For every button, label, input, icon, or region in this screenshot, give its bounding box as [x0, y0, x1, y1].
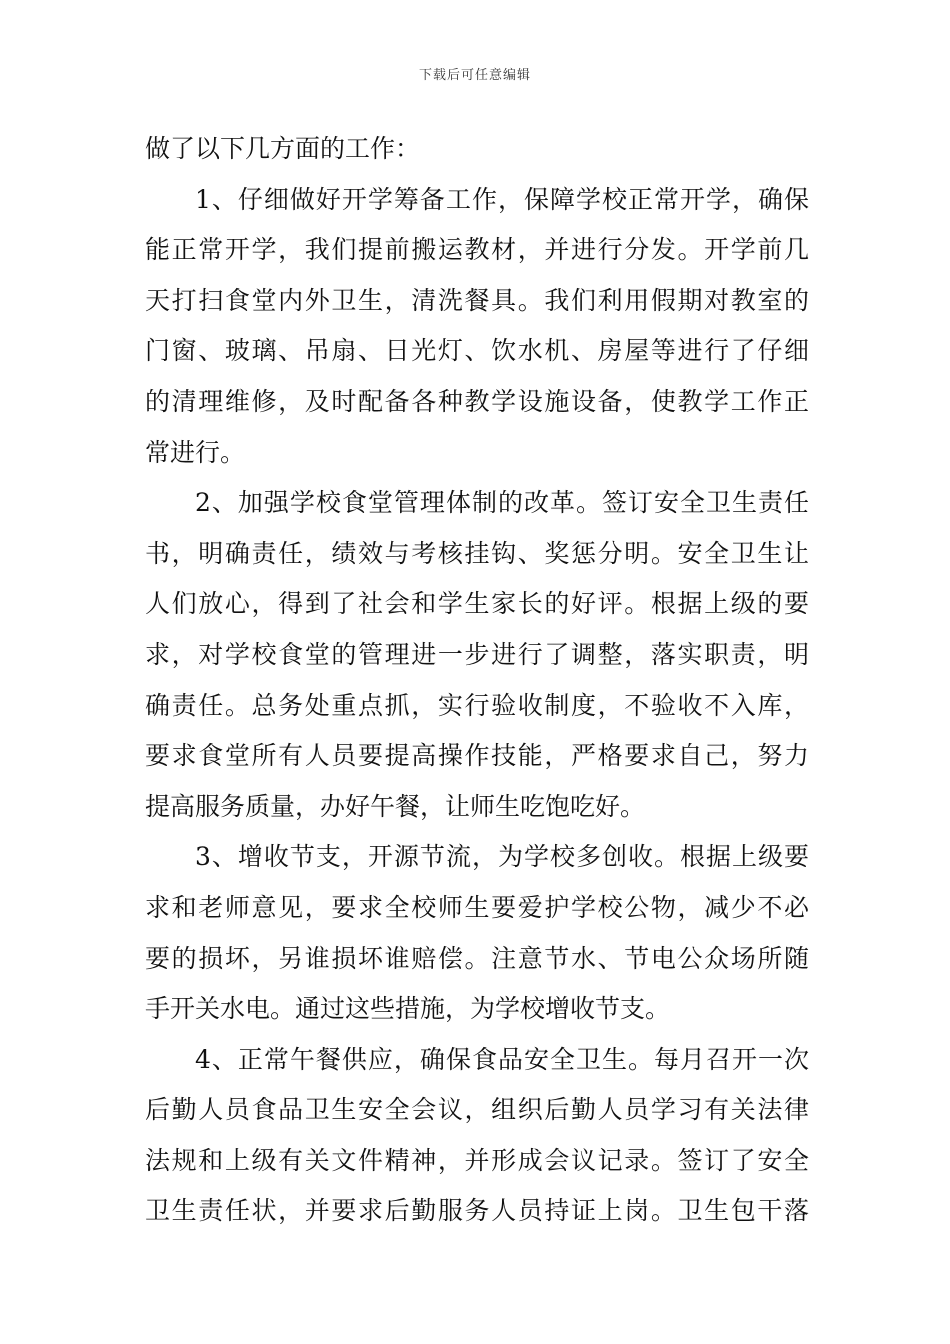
text-line: 确责任。总务处重点抓，实行验收制度，不验收不入库，	[145, 690, 809, 720]
text-line: 书，明确责任，绩效与考核挂钩、奖惩分明。安全卫生让	[145, 538, 809, 568]
text-line: 天打扫食堂内外卫生，清洗餐具。我们利用假期对教室的	[145, 285, 809, 315]
text-line: 求，对学校食堂的管理进一步进行了调整，落实职责，明	[145, 639, 809, 669]
text-line: 提高服务质量，办好午餐，让师生吃饱吃好。	[145, 791, 646, 821]
text-line: 后勤人员食品卫生安全会议，组织后勤人员学习有关法律	[145, 1095, 809, 1125]
text-line: 法规和上级有关文件精神，并形成会议记录。签订了安全	[145, 1145, 809, 1175]
page-header: 下载后可任意编辑	[418, 68, 531, 83]
document-body	[145, 124, 809, 1237]
text-line: 卫生责任状，并要求后勤服务人员持证上岗。卫生包干落	[145, 1196, 809, 1226]
text-line: 要求食堂所有人员要提高操作技能，严格要求自己，努力	[145, 741, 809, 771]
text-line: 能正常开学，我们提前搬运教材，并进行分发。开学前几	[145, 235, 809, 265]
text-line: 2、加强学校食堂管理体制的改革。签订安全卫生责任	[195, 488, 809, 518]
text-line: 4、正常午餐供应，确保食品安全卫生。每月召开一次	[195, 1044, 809, 1074]
text-line: 手开关水电。通过这些措施，为学校增收节支。	[145, 994, 671, 1024]
text-line: 做了以下几方面的工作：	[145, 134, 421, 163]
text-line: 门窗、玻璃、吊扇、日光灯、饮水机、房屋等进行了仔细	[145, 336, 809, 366]
text-line: 人们放心，得到了社会和学生家长的好评。根据上级的要	[145, 589, 809, 619]
text-line: 1、仔细做好开学筹备工作，保障学校正常开学，确保	[195, 184, 809, 214]
text-line: 求和老师意见，要求全校师生要爱护学校公物，减少不必	[145, 892, 809, 922]
text-line: 要的损坏，另谁损坏谁赔偿。注意节水、节电公众场所随	[145, 943, 809, 973]
text-line: 的清理维修，及时配备各种教学设施设备，使教学工作正	[145, 386, 809, 416]
text-line: 3、增收节支，开源节流，为学校多创收。根据上级要	[195, 842, 809, 872]
text-line: 常进行。	[145, 437, 246, 467]
